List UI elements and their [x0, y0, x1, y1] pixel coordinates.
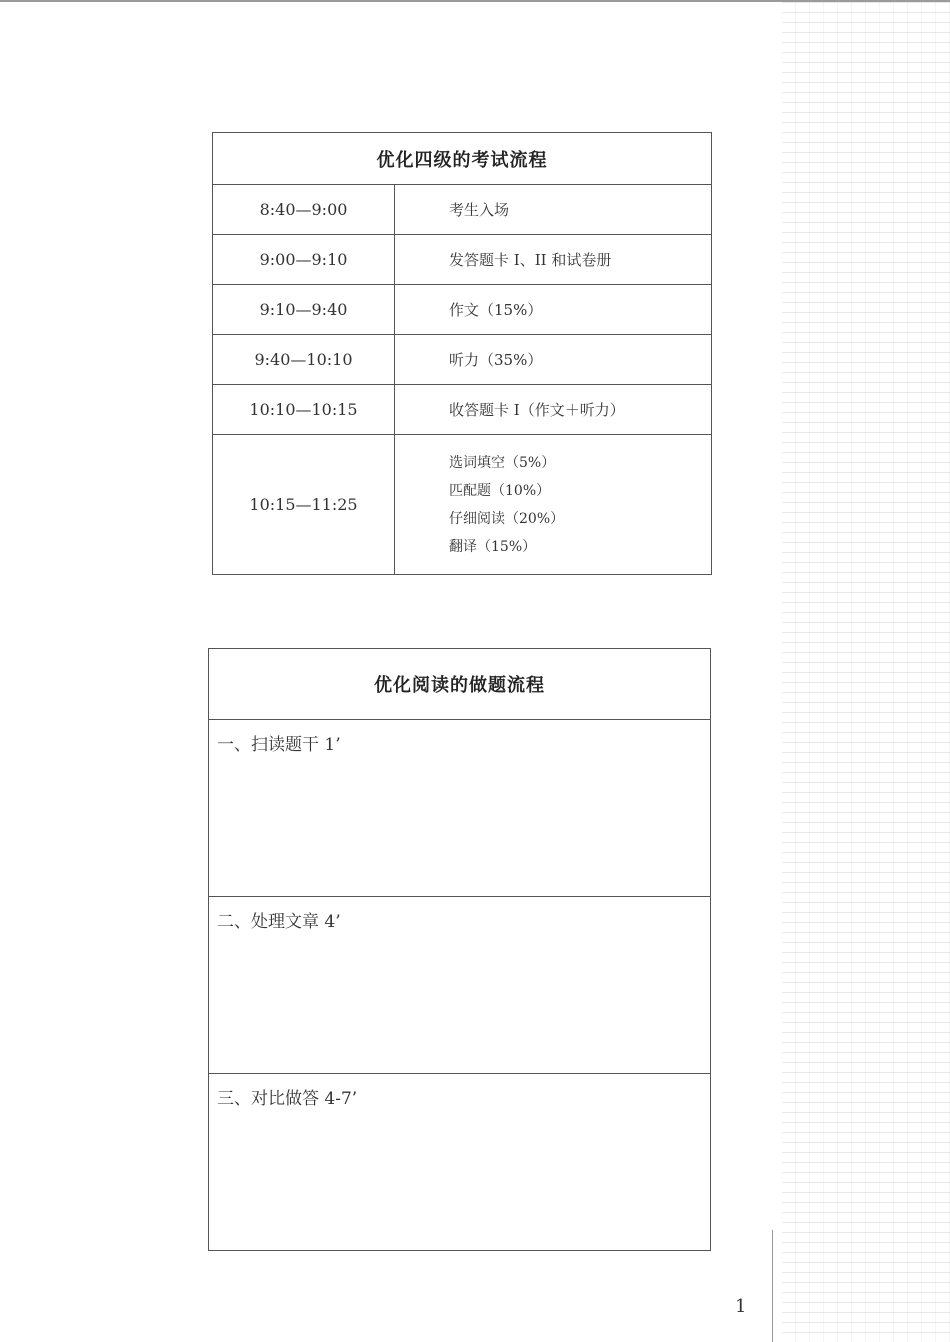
time-cell: 9:00—9:10 — [213, 235, 395, 285]
section-item: 匹配题（10%） — [449, 482, 551, 499]
exam-schedule-title: 优化四级的考试流程 — [213, 133, 712, 185]
table-row — [213, 185, 712, 235]
time-cell: 8:40—9:00 — [213, 185, 395, 235]
item-cell: 收答题卡 I（作文＋听力） — [395, 385, 712, 435]
item-cell: 考生入场 — [395, 185, 712, 235]
exam-schedule-table — [212, 132, 712, 575]
item-cell: 发答题卡 I、II 和试卷册 — [395, 235, 712, 285]
reading-process-title: 优化阅读的做题流程 — [209, 649, 711, 720]
time-cell: 9:40—10:10 — [213, 335, 395, 385]
table-row — [213, 285, 712, 335]
scan-artifact-edge — [772, 1230, 773, 1342]
section-item: 仔细阅读（20%） — [449, 510, 565, 527]
table-row — [213, 385, 712, 435]
reading-process-table — [208, 648, 711, 1251]
time-cell: 10:10—10:15 — [213, 385, 395, 435]
section-item: 翻译（15%） — [449, 538, 537, 555]
page-number: 1 — [735, 1296, 747, 1317]
item-cell: 作文（15%） — [395, 285, 712, 335]
item-cell-list — [395, 435, 712, 575]
time-cell: 9:10—9:40 — [213, 285, 395, 335]
reading-step: 一、扫读题干 1’ — [209, 720, 711, 897]
scan-artifact-strip — [782, 0, 950, 1342]
reading-step: 二、处理文章 4’ — [209, 897, 711, 1074]
time-cell: 10:15—11:25 — [213, 435, 395, 575]
table-row — [213, 235, 712, 285]
reading-step: 三、对比做答 4-7’ — [209, 1074, 711, 1251]
item-cell: 听力（35%） — [395, 335, 712, 385]
section-item: 选词填空（5%） — [449, 454, 556, 471]
table-row — [213, 335, 712, 385]
table-row — [213, 435, 712, 575]
